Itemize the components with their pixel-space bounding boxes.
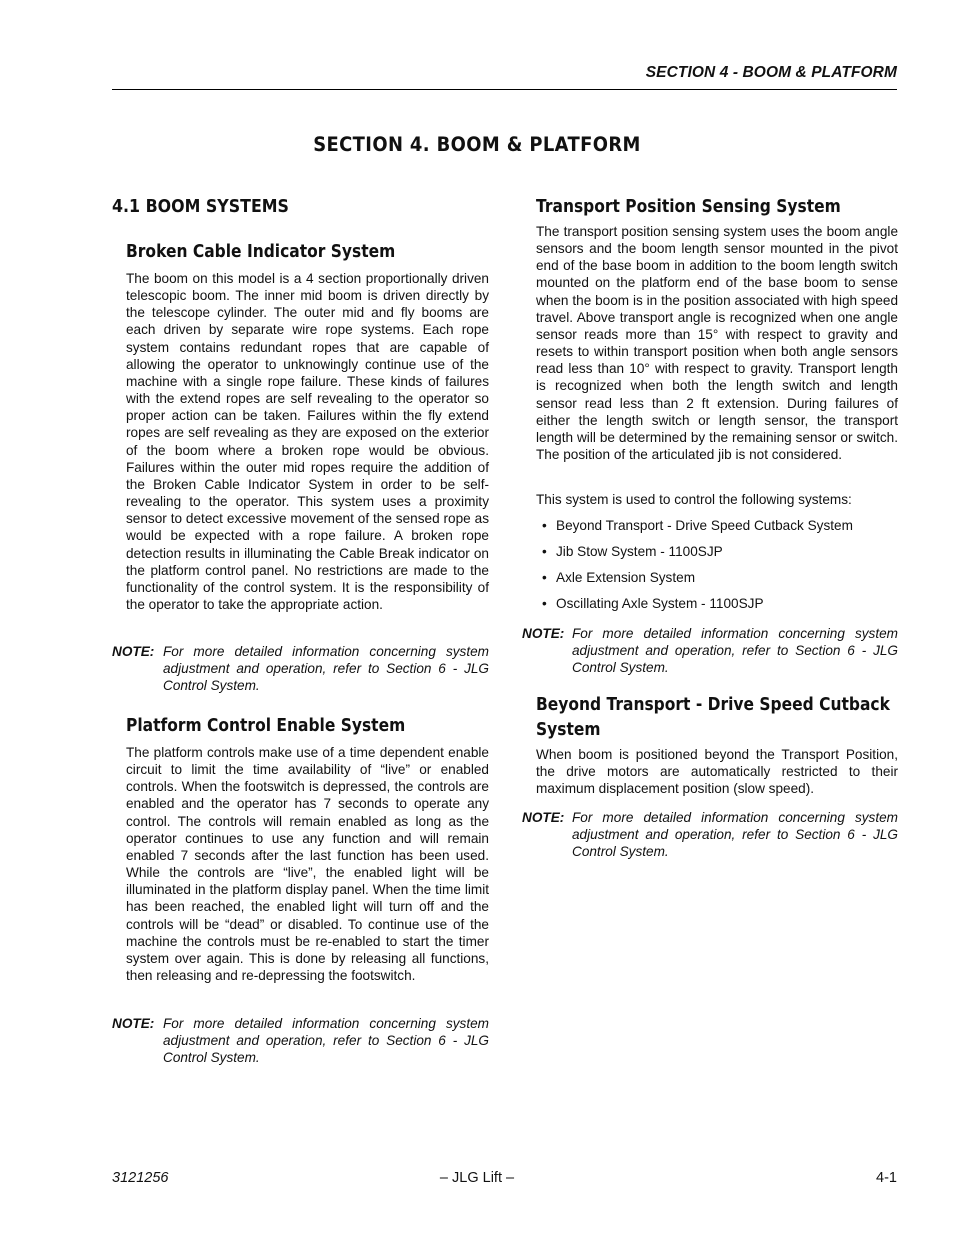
footer-center: – JLG Lift – <box>439 1170 515 1186</box>
footer-doc-number: 3121256 <box>112 1170 169 1186</box>
running-header: SECTION 4 - BOOM & PLATFORM <box>645 64 897 81</box>
beyond-transport-body: When boom is positioned beyond the Transport Position, the drive motors are automatically restricted to their maximum displacement position (slow speed). <box>536 747 898 797</box>
note-label: NOTE: <box>112 1016 155 1031</box>
broken-cable-body: The boom on this model is a 4 section proportionally driven telescopic boom. The inner mid boom is driven directly by the telescope cylinder. The outer mid and fly booms are each driven by separate wire rope systems. Each rope system contains redundant ropes that are capable of allowing the operator to unknowingly continue use of the machine with a single rope failure. These kinds of failures with the extend ropes are self revealing to the operator so proper action can be taken. Failures within the fly extend ropes are self revealing as they are exposed on the exterior of the boom where a broken rope would be obvious. Failures within the outer mid ropes require the addition of the Broken Cable Indicator System in order to be self-revealing to the operator. This system uses a proximity sensor to detect excessive movement of the sensed rope as would be expected with a rope failure. A broken rope detection results in illuminating the Cable Break indicator on the platform control panel. No restrictions are made to the functionality of the control system. It is the responsibility of the operator to take the appropriate action. <box>126 271 489 612</box>
transport-heading: Transport Position Sensing System <box>536 196 841 217</box>
boom-systems-heading: 4.1 BOOM SYSTEMS <box>112 196 289 217</box>
beyond-transport-heading-line1: Beyond Transport - Drive Speed Cutback <box>536 694 890 715</box>
bullet-icon: • <box>542 570 547 585</box>
platform-control-body: The platform controls make use of a time dependent enable circuit to limit the time availability of “live” or enabled controls. When the footswitch is depressed, the controls are enabled and the operator has 7 seconds to operate any control. The controls will remain enabled as long as the operator continues to use any function and will remain enabled 7 seconds after the last function has been used. While the controls are “live”, the enabled light will be illuminated in the platform display panel. When the time limit has been reached, the enabled light will turn off and the controls will be “dead” or disabled. To continue use of the machine the controls must be re-enabled to start the timer system over again. This is done by releasing all functions, then releasing and re-depressing the footswitch. <box>126 745 489 984</box>
note-text: For more detailed information concerning system adjustment and operation, refer to Section 6 - JLG Control System. <box>163 1016 489 1066</box>
transport-intro: This system is used to control the following systems: <box>536 492 852 507</box>
transport-bullet-list <box>536 518 898 622</box>
note-label: NOTE: <box>522 626 565 641</box>
platform-control-heading: Platform Control Enable System <box>126 715 406 736</box>
note-text: For more detailed information concerning system adjustment and operation, refer to Section 6 - JLG Control System. <box>163 644 489 694</box>
note-label: NOTE: <box>112 644 155 659</box>
transport-body: The transport position sensing system uses the boom angle sensors and the boom length sensor mounted in the pivot end of the base boom in addition to the boom length switch mounted on the platform end of the base boom to sense when the boom is in the position associated with high speed travel. Above transport angle is recognized when one angle sensor reads more than 15° with respect to gravity and resets to within transport position when both angle sensors read less than 10° with respect to gravity. Transport length is recognized when both the length switch and length sensor read less than 2 ft extension. During failures of either the length switch or length sensor, the transport length will be determined by the remaining sensor or switch. The position of the articulated jib is not considered. <box>536 224 898 463</box>
bullet-icon: • <box>542 544 547 559</box>
footer-page-number: 4-1 <box>876 1170 897 1186</box>
header-rule <box>112 89 897 90</box>
page-title: SECTION 4. BOOM & PLATFORM <box>313 133 641 156</box>
list-item: • Jib Stow System - 1100SJP <box>542 544 723 559</box>
note-text: For more detailed information concerning system adjustment and operation, refer to Section 6 - JLG Control System. <box>572 626 898 676</box>
list-item: • Oscillating Axle System - 1100SJP <box>542 596 764 611</box>
bullet-icon: • <box>542 596 547 611</box>
note-label: NOTE: <box>522 810 565 825</box>
list-item: • Axle Extension System <box>542 570 696 585</box>
note-text: For more detailed information concerning system adjustment and operation, refer to Section 6 - JLG Control System. <box>572 810 898 860</box>
broken-cable-heading: Broken Cable Indicator System <box>126 241 396 262</box>
bullet-icon: • <box>542 518 547 533</box>
list-item: • Beyond Transport - Drive Speed Cutback System <box>542 518 853 533</box>
beyond-transport-heading-line2: System <box>536 719 601 740</box>
